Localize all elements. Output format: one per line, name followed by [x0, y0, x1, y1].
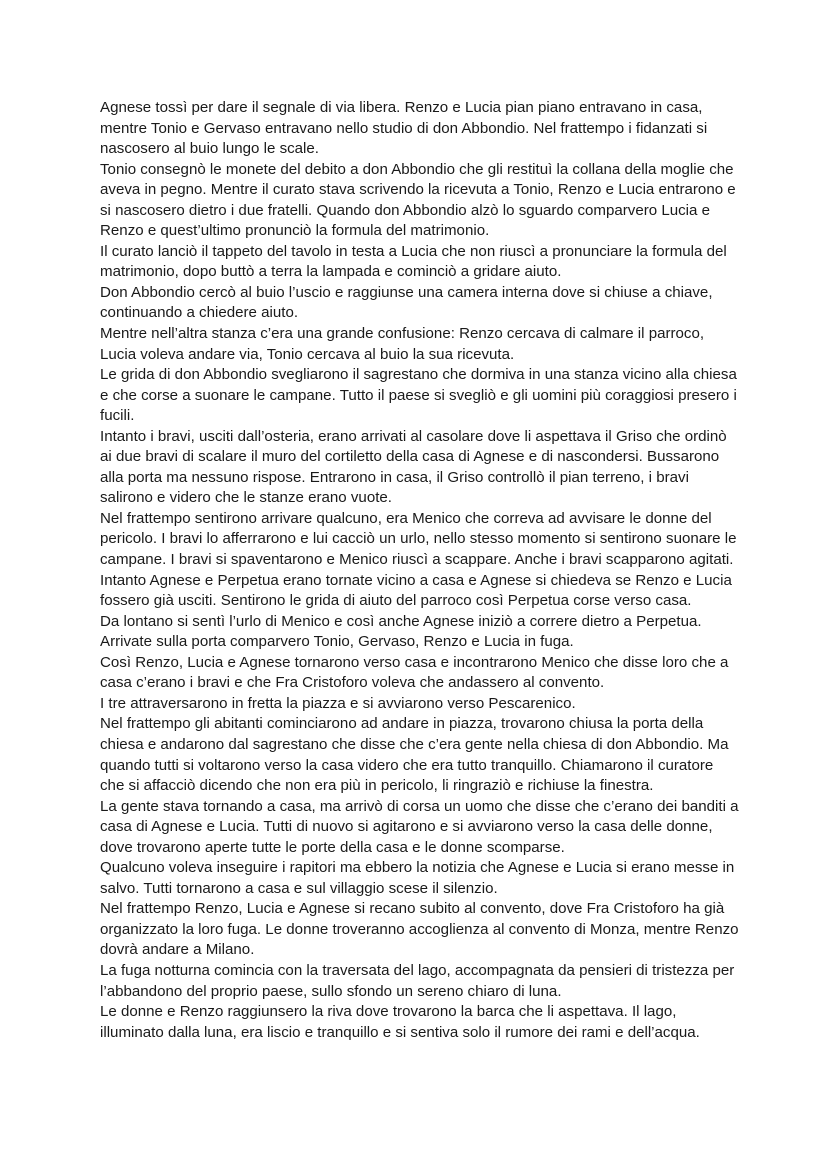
paragraph: Agnese tossì per dare il segnale di via libera. Renzo e Lucia pian piano entravano in casa, mentre Tonio e Gervaso entravano nello studio di don Abbondio. Nel frattempo i fidanzati si nascosero al buio lungo le scale. [100, 99, 708, 158]
paragraph: Tonio consegnò le monete del debito a don Abbondio che gli restituì la collana della moglie che aveva in pegno. Mentre il curato stava scrivendo la ricevuta a Tonio, Renzo e Lucia entrarono e si nascosero dietro i due fratelli. Quando don Abbondio alzò lo sguardo comparvero Lucia e Renzo e quest’ultimo pronunciò la formula del matrimonio. [100, 160, 736, 240]
document-body [100, 98, 740, 1043]
paragraph: La fuga notturna comincia con la traversata del lago, accompagnata da pensieri di tristezza per l’abbandono del proprio paese, sullo sfondo un sereno chiaro di luna. [100, 961, 735, 1000]
paragraph: Nel frattempo gli abitanti cominciarono ad andare in piazza, trovarono chiusa la porta della chiesa e andarono dal sagrestano che disse che c’era gente nella chiesa di don Abbondio. Ma quando tutti si voltarono verso la casa videro che era tutto tranquillo. Chiamarono il curatore che si affacciò dicendo che non era più in pericolo, li ringraziò e richiuse la finestra. [100, 715, 729, 795]
paragraph: Intanto i bravi, usciti dall’osteria, erano arrivati al casolare dove li aspettava il Griso che ordinò ai due bravi di scalare il muro del cortiletto della casa di Agnese e di nascondersi. Bussarono alla porta ma nessuno rispose. Entrarono in casa, il Griso controllò il pian terreno, i bravi salirono e videro che le stanze erano vuote. [100, 427, 727, 507]
paragraph: Da lontano si sentì l’urlo di Menico e così anche Agnese iniziò a correre dietro a Perpetua. Arrivate sulla porta comparvero Tonio, Gervaso, Renzo e Lucia in fuga. [100, 612, 702, 651]
paragraph: Nel frattempo Renzo, Lucia e Agnese si recano subito al convento, dove Fra Cristoforo ha già organizzato la loro fuga. Le donne troveranno accoglienza al convento di Monza, mentre Renzo dovrà andare a Milano. [100, 900, 739, 959]
paragraph: Il curato lanciò il tappeto del tavolo in testa a Lucia che non riuscì a pronunciare la formula del matrimonio, dopo buttò a terra la lampada e cominciò a gridare aiuto. [100, 242, 727, 281]
paragraph: I tre attraversarono in fretta la piazza e si avviarono verso Pescarenico. [100, 694, 576, 712]
paragraph: Le grida di don Abbondio svegliarono il sagrestano che dormiva in una stanza vicino alla chiesa e che corse a suonare le campane. Tutto il paese si svegliò e gli uomini più coraggiosi presero i fucili. [100, 366, 737, 425]
paragraph: Qualcuno voleva inseguire i rapitori ma ebbero la notizia che Agnese e Lucia si erano messe in salvo. Tutti tornarono a casa e sul villaggio scese il silenzio. [100, 859, 735, 897]
paragraph: Nel frattempo sentirono arrivare qualcuno, era Menico che correva ad avvisare le donne del pericolo. I bravi lo afferrarono e lui cacciò un urlo, nello stesso momento si sentirono suonare le campane. I bravi si spaventarono e Menico riuscì a scappare. Anche i bravi scapparono agitati. [100, 509, 737, 569]
paragraph: La gente stava tornando a casa, ma arrivò di corsa un uomo che disse che c’erano dei banditi a casa di Agnese e Lucia. Tutti di nuovo si agitarono e si avviarono verso la casa delle donne, dove trovarono aperte tutte le porte della casa e le donne scomparse. [100, 797, 739, 856]
paragraph: Intanto Agnese e Perpetua erano tornate vicino a casa e Agnese si chiedeva se Renzo e Lucia fossero già usciti. Sentirono le grida di aiuto del parroco così Perpetua corse verso casa. [100, 571, 732, 610]
paragraph: Mentre nell’altra stanza c’era una grande confusione: Renzo cercava di calmare il parroco, Lucia voleva andare via, Tonio cercava al buio la sua ricevuta. [100, 325, 705, 363]
paragraph: Don Abbondio cercò al buio l’uscio e raggiunse una camera interna dove si chiuse a chiave, continuando a chiedere aiuto. [100, 283, 713, 322]
paragraph: Le donne e Renzo raggiunsero la riva dove trovarono la barca che li aspettava. Il lago, illuminato dalla luna, era liscio e tranquillo e si sentiva solo il rumore dei rami e dell’acqua. [100, 1003, 700, 1041]
paragraph: Così Renzo, Lucia e Agnese tornarono verso casa e incontrarono Menico che disse loro che a casa c’erano i bravi e che Fra Cristoforo voleva che andassero al convento. [100, 653, 729, 692]
